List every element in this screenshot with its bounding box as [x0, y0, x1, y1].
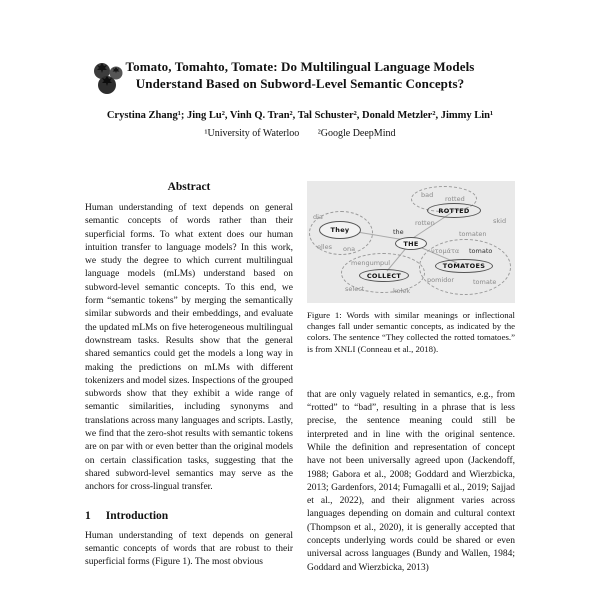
figure-word-ona: ona: [343, 245, 356, 253]
section-1-heading: [85, 510, 293, 522]
figure-word-mengumpul: mengumpul: [351, 259, 391, 267]
figure-word-tomatoes-caps: TOMATOES: [442, 262, 486, 270]
figure-word-the-lower: the: [393, 228, 404, 236]
ellipse-they: [319, 221, 361, 239]
figure-1-caption: Figure 1: Words with similar meanings or inflectional changes fall under semantic concepts, as indicated by the colors. The sentence “They collected the rotted tomatoes.” is from XNLI (Conneau et al., 2018).: [307, 310, 515, 354]
introduction-text: Human understanding of text depends on general semantic concepts of words that are robust to their superficial forms (Figure 1). The most obvious: [85, 530, 293, 568]
ellipse-collect: [359, 269, 409, 282]
abstract-text: Human understanding of text depends on general semantic concepts of words rather than their superficial forms. To what extent does our human intuition transfer to language models? In this work, we study the degree to which current multilingual language models (mLMs) understand based on subword-level semantic concepts. To this end, we form “semantic tokens” by merging the semantically similar subwords and their embeddings, and evaluate the updated mLMs on five heterogeneous multilingual downstream tasks. Results show that the general shared semantics could get the models a long way in making the predictions on mLMs with different tokenizers and model sizes. Inspections of the grouped subwords show that they exhibit a wide range of semantic similarities, including synonyms and translations across many languages and scripts. Lastly, we find that the zero-shot results with semantic tokens are on par with or even better than the original models on certain classification tasks, suggesting that the shared subword-level semantics may serve as the anchors for cross-lingual transfer.: [85, 203, 293, 493]
right-column: [307, 181, 515, 575]
affiliations: [0, 128, 600, 139]
ellipse-tomatoes: [435, 259, 493, 273]
figure-word-rotted-caps: ROTTED: [438, 206, 470, 215]
figure-word-kolek: kolek: [393, 287, 411, 295]
ellipse-rotted: [427, 203, 481, 218]
section-1-title: Introduction: [105, 509, 169, 522]
right-column-text: that are only vaguely related in semantics, e.g., from “rotted” to “bad”, resulting in a phrase that is less precise, the sentence meaning could still be interpreted and in line with the original sentence. While the definition and representation of concept have not been universally agreed upon (Jackendoff, 1988; Gabora et al., 2008; Goddard and Wierzbicka, 2013; Gardenfors, 2014; Fumagalli et al., 2019; Sajjad et al., 2022), and their alignment varies across languages depending on domain and cultural context (Thompson et al., 2020), it is generally accepted that concepts underlying words could be shared or even universal across languages (Bundy and Wallen, 1984; Goddard and Wierzbicka, 2013): [307, 389, 515, 573]
ellipse-the: [395, 237, 427, 250]
tomato-cluster-icon: [92, 60, 124, 96]
figure-word-the-caps: THE: [403, 239, 419, 248]
figure-word-dia: dia: [313, 213, 323, 221]
figure-1: [307, 181, 515, 303]
left-column: [85, 181, 293, 575]
affiliation-deepmind: ²Google DeepMind: [317, 128, 396, 139]
figure-word-select: select: [345, 285, 365, 293]
figure-word-pomidor: pomidor: [427, 276, 455, 284]
paper-title-line1: Tomato, Tomahto, Tomate: Do Multilingual Language Models: [125, 59, 475, 74]
figure-word-tomaten: tomaten: [459, 230, 487, 238]
abstract-heading: Abstract: [167, 181, 211, 193]
figure-word-collect-caps: COLLECT: [366, 271, 402, 280]
figure-word-tomate: tomate: [473, 278, 497, 286]
figure-word-they: They: [330, 226, 350, 234]
section-1-number: 1: [85, 509, 91, 522]
figure-word-ntomata: ντομάτα: [431, 247, 460, 255]
figure-word-bad: bad: [421, 191, 434, 199]
affiliation-waterloo: ¹University of Waterloo: [204, 128, 300, 139]
figure-word-elles: elles: [317, 243, 332, 251]
paper-header: [0, 0, 600, 139]
two-column-body: [0, 181, 600, 575]
paper-title-line2: Understand Based on Subword-Level Semantic Concepts?: [135, 76, 465, 91]
figure-word-rotten: rotten: [415, 219, 435, 227]
authors: Crystina Zhang¹; Jing Lu², Vinh Q. Tran², Tal Schuster², Donald Metzler², Jimmy Lin¹: [106, 110, 494, 121]
figure-word-tomato: tomato: [469, 247, 493, 255]
figure-word-rotted: rotted: [445, 195, 465, 203]
figure-word-skid: skid: [493, 217, 507, 225]
